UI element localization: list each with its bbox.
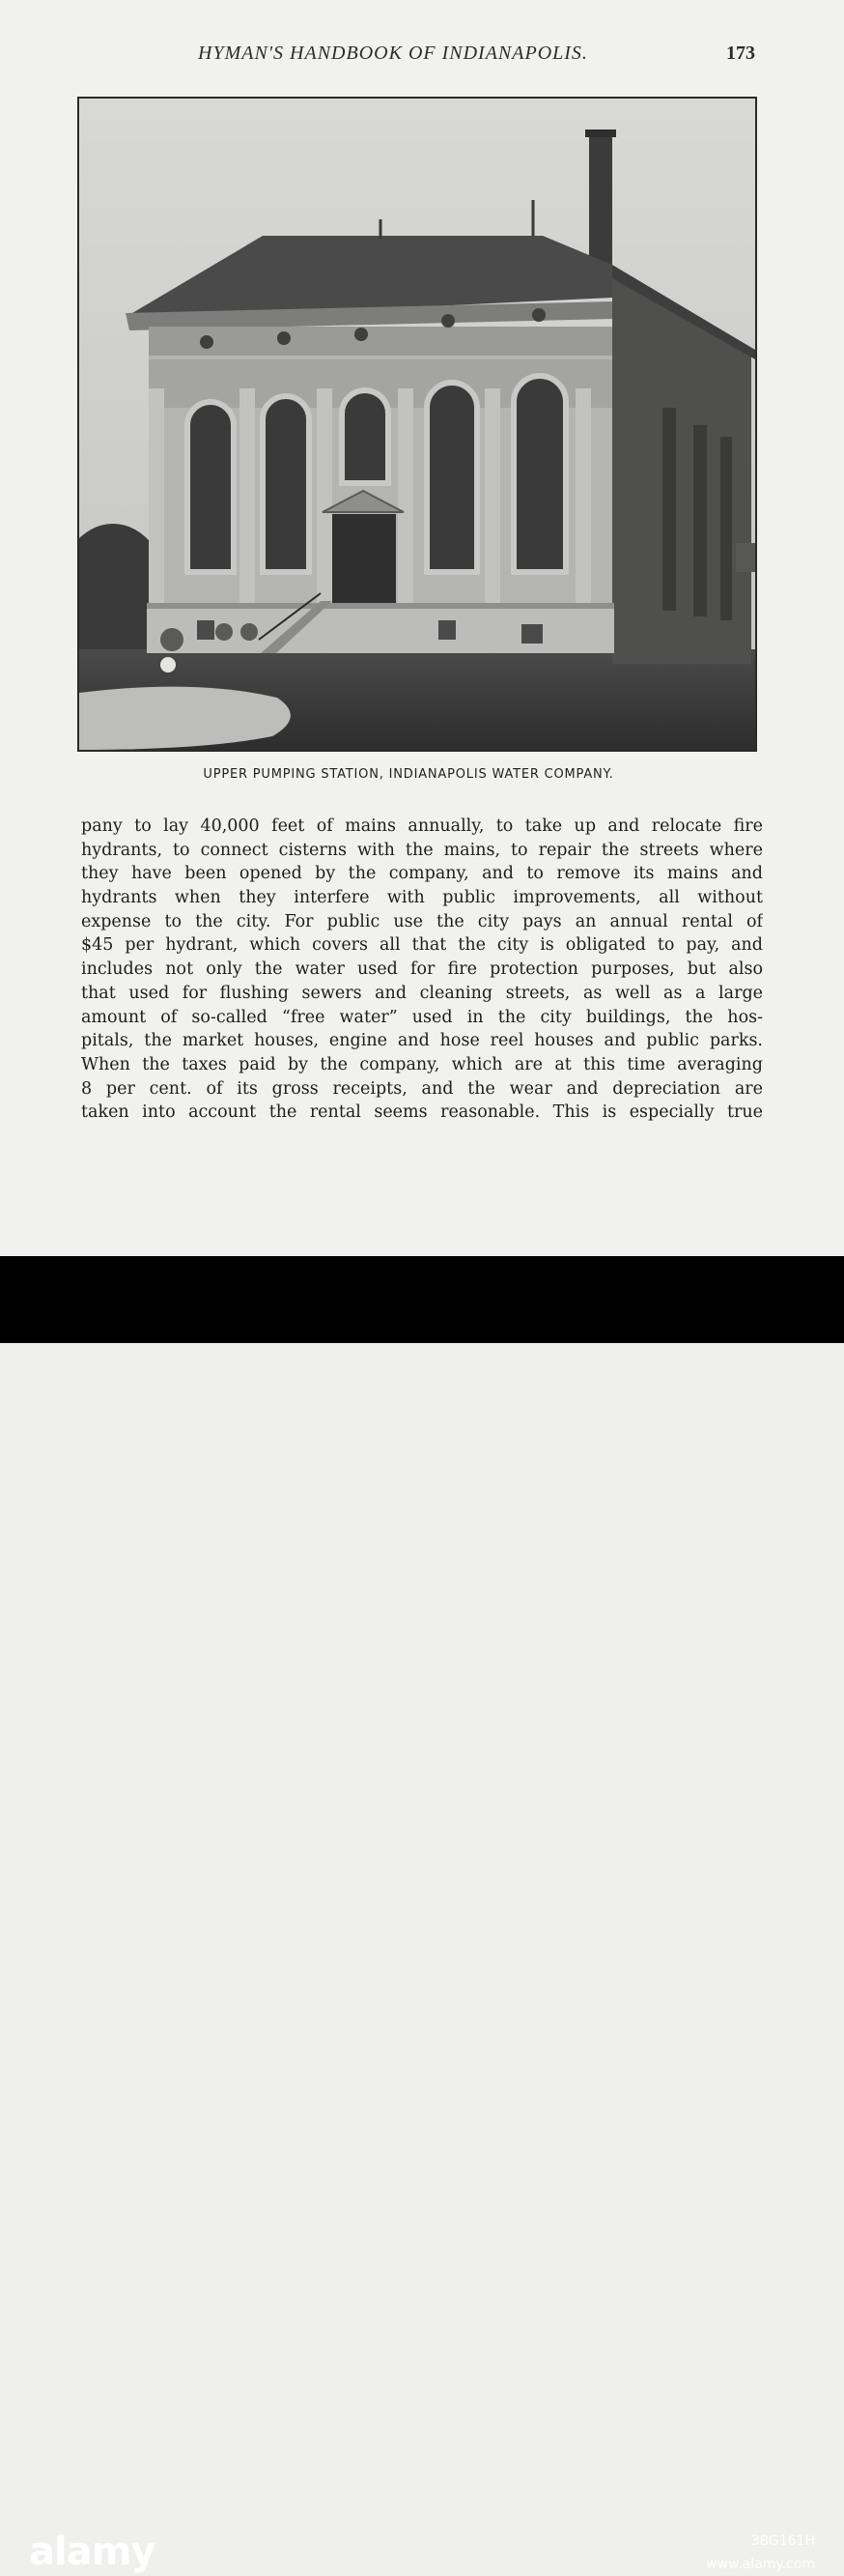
- text-line: expense to the city. For public use the city pays an annual rental of: [81, 911, 763, 931]
- text-line: includes not only the water used for fire protection purposes, but also: [81, 959, 763, 980]
- stock-footer-bar: [0, 1256, 844, 2574]
- text-line: When the taxes paid by the company, which are at this time averaging: [81, 1054, 763, 1074]
- text-line: hydrants, to connect cisterns with the mains, to repair the streets where: [81, 840, 763, 860]
- entrance-door: [332, 514, 396, 607]
- book-page: [0, 0, 844, 1256]
- body-paragraph: [81, 815, 763, 1125]
- text-line: that used for flushing sewers and cleaning streets, as well as a large: [81, 983, 763, 1003]
- page-number: 173: [726, 43, 755, 64]
- text-line: $45 per hydrant, which covers all that the city is obligated to pay, and: [81, 935, 763, 956]
- image-id: 3BG161H: [750, 2533, 815, 2549]
- running-head: HYMAN'S HANDBOOK OF INDIANAPOLIS.: [198, 43, 588, 64]
- text-line: 8 per cent. of its gross receipts, and the wear and depreciation are: [81, 1078, 763, 1099]
- text-line: taken into account the rental seems reasonable. This is especially true: [81, 1102, 763, 1123]
- building-photograph: [77, 97, 757, 752]
- text-line: hydrants when they interfere with public improvements, all without: [81, 888, 763, 908]
- text-line: pitals, the market houses, engine and hose reel houses and public parks.: [81, 1031, 763, 1051]
- text-line: they have been opened by the company, and to remove its mains and: [81, 864, 763, 884]
- site-url: www.alamy.com: [706, 2557, 815, 2572]
- text-line: amount of so-called “free water” used in the city buildings, the hos-: [81, 1007, 763, 1027]
- figure-caption: UPPER PUMPING STATION, INDIANAPOLIS WATER COMPANY.: [203, 767, 614, 782]
- text-line: pany to lay 40,000 feet of mains annually, to take up and relocate fire: [81, 816, 763, 836]
- alamy-logo: alamy: [29, 2530, 155, 2574]
- stock-image-info: [706, 2530, 815, 2576]
- smokestack: [589, 133, 612, 269]
